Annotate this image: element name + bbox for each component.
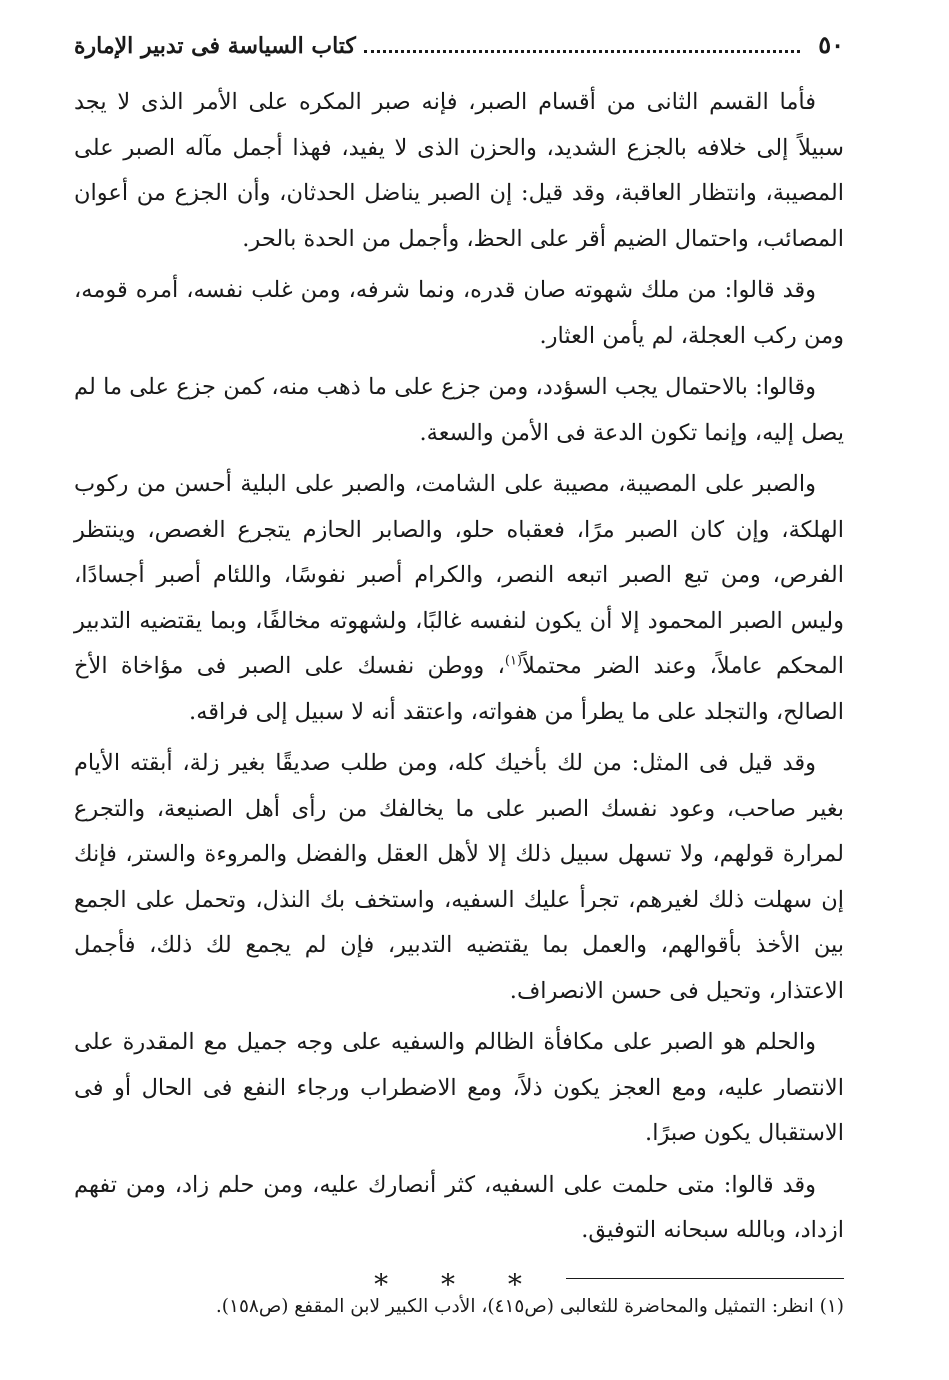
section-separator: * * * (374, 1267, 544, 1301)
body-text (74, 80, 844, 1254)
paragraph: وقالوا: بالاحتمال يجب السؤدد، ومن جزع على ما ذهب منه، كمن جزع على ما لم يصل إليه، وإنما تكون الدعة فى الأمن والسعة. (74, 374, 844, 446)
paragraph: وقد قيل فى المثل: من لك بأخيك كله، ومن طلب صديقًا بغير زلة، أبقته الأيام بغير صاحب، وعود نفسك الصبر على ما يخالفك من رأى أهل الصنيعة، والتجرع لمرارة قولهم، ولا تسهل سبيل ذلك إلا لأهل العقل والفضل والمروءة والستر، فإنك إن سهلت ذلك لغيرهم، تجرأ عليك السفيه، واستخف بك النذل، وتحمل على الجمع بين الأخذ بأقوالهم، والعمل بما يقتضيه التدبير، فإن لم يجمع لك ذلك، فأجمل الاعتذار، وتحيل فى حسن الانصراف. (74, 750, 844, 1004)
paragraph-with-note (74, 462, 844, 735)
paragraph: فأما القسم الثانى من أقسام الصبر، فإنه صبر المكره على الأمر الذى لا يجد سبيلاً إلى خلافه بالجزع الشديد، والحزن الذى لا يفيد، فهذا أجمل مآله الصبر على المصيبة، وانتظار العاقبة، وقد قيل: إن الصبر يناضل الحدثان، وأن الجزع من أعوان المصائب، واحتمال الضيم أقر على الحظ، وأجمل من الحدة بالحر. (74, 89, 844, 252)
footnote: (١) انظر: التمثيل والمحاضرة للثعالبى (ص٤١٥)، الأدب الكبير لابن المقفع (ص١٥٨). (215, 1296, 844, 1317)
header-dotted-leader (364, 36, 800, 53)
paragraph-text: والصبر على المصيبة، مصيبة على الشامت، والصبر على البلية أحسن من ركوب الهلكة، وإن كان الصبر مرًا، فعقباه حلو، والصابر الحازم يتجرع الغصص، وينتظر الفرص، ومن تبع الصبر اتبعه النصر، والكرام أصبر نفوسًا، واللئام أصبر أجسادًا، وليس الصبر المحمود إلا أن يكون لنفسه غالبًا، ولشهوته مخالفًا، وبما يقتضيه التدبير المحكم عاملاً، وعند الضر محتملاً (74, 471, 845, 679)
paragraph: وقد قالوا: متى حلمت على السفيه، كثر أنصارك عليه، ومن حلم زاد، ومن تفهم ازداد، وبالله سبحانه التوفيق. (74, 1171, 844, 1243)
running-title: كتاب السياسة فى تدبير الإمارة (74, 33, 356, 59)
book-page (74, 30, 844, 1320)
page-header (74, 30, 844, 68)
page-number: ٥٠ (818, 30, 844, 59)
paragraph-text: ، ووطن نفسك على الصبر فى مؤاخاة الأخ الصالح، والتجلد على ما يطرأ من هفواته، واعتقد أنه لا سبيل إلى فراقه. (74, 653, 844, 725)
paragraph: والحلم هو الصبر على مكافأة الظالم والسفيه على وجه جميل مع المقدرة على الانتصار عليه، ومع العجز يكون ذلاً، ومع الاضطراب ورجاء النفع فى الحال أو فى الاستقبال يكون صبرًا. (74, 1029, 844, 1146)
footnote-rule (566, 1278, 844, 1279)
footnote-reference[interactable]: (١) (504, 653, 523, 669)
paragraph: وقد قالوا: من ملك شهوته صان قدره، ونما شرفه، ومن غلب نفسه، أمره قومه، ومن ركب العجلة، لم يأمن العثار. (74, 277, 844, 349)
